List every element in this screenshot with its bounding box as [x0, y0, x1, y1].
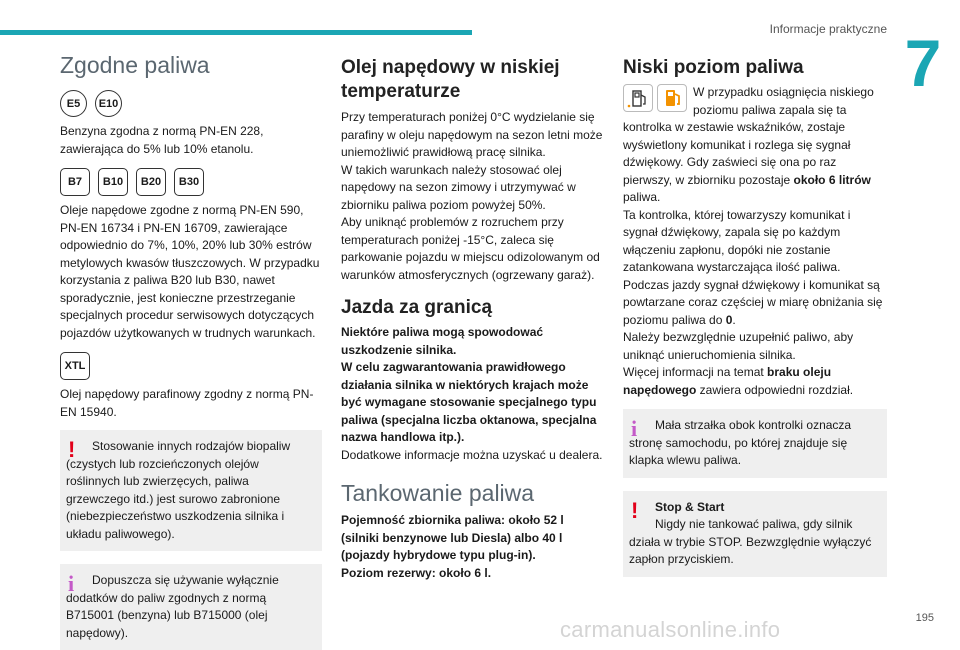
warning-text: Stosowanie innych rodzajów biopaliw (czystych lub rozcieńczonych olejów roślinnych lub zwierzęcych, paliwa grzewczego itd.) jest surowo zabronione (niebezpieczeństwo uszkodzenia silnika i układu paliwowego).	[66, 439, 291, 541]
b10-icon: B10	[98, 168, 128, 196]
diesel-icons	[60, 168, 322, 196]
column-compatible-fuels	[60, 50, 322, 650]
heading-compatible-fuels: Zgodne paliwa	[60, 52, 210, 78]
abroad-bold-1: Niektóre paliwa mogą spowodować uszkodzenie silnika.	[341, 325, 544, 357]
low-fuel-text-4: Należy bezwzględnie uzupełnić paliwo, aby uniknąć unieruchomienia silnika.	[623, 330, 854, 362]
info-icon: i	[631, 416, 638, 441]
warning-title: Stop & Start	[655, 499, 725, 514]
column-diesel-low-temp	[341, 56, 605, 582]
petrol-icons	[60, 90, 322, 117]
low-temp-text-3: Aby uniknąć problemów z rozruchem przy temperaturach poniżej -15°C, zaleca się parkowanie pojazdu w miejscu odizolowanym od warunków atmosferycznych (ogrzewany garaż).	[341, 215, 600, 282]
low-temp-text-2: W takich warunkach należy stosować olej napędowy na sezon zimowy i utrzymywać w zbiorniku paliwa poziom powyżej 50%.	[341, 162, 576, 212]
b7-icon: B7	[60, 168, 90, 196]
e10-icon: E10	[95, 90, 122, 117]
low-fuel-text-5: Więcej informacji na temat braku oleju napędowego zawiera odpowiedni rozdział.	[623, 365, 854, 397]
low-fuel-text-2: Ta kontrolka, której towarzyszy komunikat i sygnał dźwiękowy, zapala się po każdym włączeniu zapłonu, dopóki nie zostanie zatankowana wystarczająca ilość paliwa.	[623, 207, 851, 274]
warning-text: Nigdy nie tankować paliwa, gdy silnik działa w trybie STOP. Bezwzględnie wyłączyć zapłon przyciskiem.	[629, 517, 872, 566]
fuel-pump-warning-icon	[657, 84, 687, 112]
warning-box-stop-start	[623, 491, 887, 577]
heading-abroad: Jazda za granicą	[341, 297, 493, 318]
tank-capacity: Pojemność zbiornika paliwa: około 52 l (silniki benzynowe lub Diesla) albo 40 l (pojazdy hybrydowe typu plug-in).	[341, 513, 564, 562]
fuel-warning-icons	[623, 84, 687, 112]
b20-icon: B20	[136, 168, 166, 196]
warning-box-biofuels	[60, 430, 322, 551]
xtl-icon: XTL	[60, 352, 90, 380]
info-box-filler-flap	[623, 409, 887, 478]
diesel-text: Oleje napędowe zgodne z normą PN-EN 590, PN-EN 16734 i PN-EN 16709, zawierające odpowiednio do 7%, 10%, 20% lub 30% estrów metylowych kwasów tłuszczowych. W przypadku korzystania z paliwa B20 lub B30, nawet sporadycznie, jest konieczne przestrzeganie specjalnych procedur serwisowych dotyczących pojazdów użytkowanych w trudnych warunkach.	[60, 203, 320, 340]
info-box-additives	[60, 564, 322, 650]
exclamation-icon: !	[631, 497, 639, 523]
heading-diesel-low-temp: Olej napędowy w niskiej temperaturze	[341, 57, 560, 102]
abroad-bold-2: W celu zagwarantowania prawidłowego działania silnika w niektórych krajach może być wymagane stosowanie specjalnego typu paliwa (specjalna liczba oktanowa, specjalna nazwa handlowa itp.).	[341, 360, 597, 444]
watermark: carmanualsonline.info	[560, 617, 781, 642]
section-title: Informacje praktyczne	[769, 22, 887, 36]
fuel-pump-outline-icon	[623, 84, 653, 112]
exclamation-icon: !	[68, 437, 76, 462]
low-fuel-text-3: Podczas jazdy sygnał dźwiękowy i komunikat są powtarzane coraz częściej w miarę obniżania się poziomu paliwa do 0.	[623, 277, 883, 327]
info-icon: i	[68, 571, 75, 596]
low-temp-text-1: Przy temperaturach poniżej 0°C wydzielanie się parafiny w oleju napędowym na sezon letni może uniemożliwić prawidłową pracę silnika.	[341, 110, 603, 159]
heading-refuelling: Tankowanie paliwa	[341, 480, 535, 506]
petrol-text: Benzyna zgodna z normą PN-EN 228, zawierająca do 5% lub 10% etanolu.	[60, 124, 264, 156]
b30-icon: B30	[174, 168, 204, 196]
info-text: Dopuszcza się używanie wyłącznie dodatków do paliw zgodnych z normą B715001 (benzyna) lub B715000 (olej napędowy).	[66, 573, 279, 640]
header-accent-line	[0, 30, 472, 35]
xtl-icons	[60, 352, 322, 380]
page-number: 195	[915, 612, 934, 624]
column-low-fuel	[623, 56, 887, 577]
abroad-text: Dodatkowe informacje można uzyskać u dealera.	[341, 447, 603, 462]
info-text: Mała strzałka obok kontrolki oznacza stronę samochodu, po której znajduje się klapka wlewu paliwa.	[629, 418, 852, 467]
e5-icon: E5	[60, 90, 87, 117]
reserve-level: Poziom rezerwy: około 6 l.	[341, 565, 492, 580]
low-fuel-text-1: W przypadku osiągnięcia niskiego poziomu paliwa zapala się ta kontrolka w zestawie wskaźników, zostaje wyświetlony komunikat i rozlega się sygnał dźwiękowy. Gdy zaświeci się ona po raz pierwszy, w zbiorniku pozostaje około 6 litrów paliwa.	[623, 85, 874, 204]
chapter-number: 7	[904, 26, 942, 100]
heading-low-fuel: Niski poziom paliwa	[623, 57, 804, 78]
xtl-text: Olej napędowy parafinowy zgodny z normą PN-EN 15940.	[60, 387, 314, 419]
